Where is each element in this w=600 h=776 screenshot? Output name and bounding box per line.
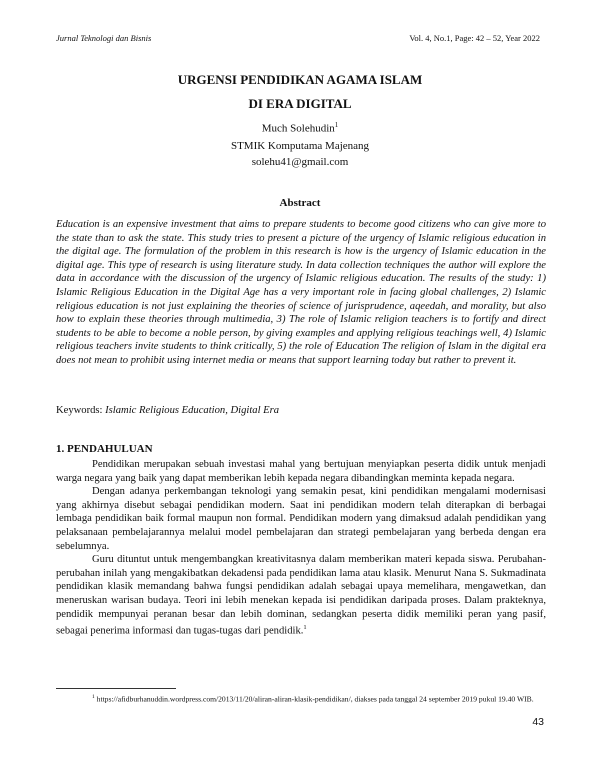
section-body — [56, 458, 546, 638]
paragraph — [56, 553, 546, 638]
title-line-1: URGENSI PENDIDIKAN AGAMA ISLAM — [177, 72, 423, 87]
author-email: solehu41@gmail.com — [251, 156, 349, 168]
author-footnote-mark: 1 — [334, 121, 339, 129]
section-heading: 1. PENDAHULUAN — [56, 443, 153, 455]
paragraph-text: Guru dituntut untuk mengembangkan kreativitasnya dalam memberikan materi kepada siswa. Perubahan-perubahan inilah yang mengakibatkan dekadensi pada pendidikan lama atau klasik. Menurut Nana S. Sukmadinata pendidikan klasik memandang bahwa fungsi pendidikan adalah sebagai upaya memelihara, mengawetkan, dan meneruskan warisan budaya. Teori ini lebih menekan kepada isi pendidikan daripada proses. Dalam prakteknya, pendidik mempunyai peranan besar dan lebih dominan, sedangkan peserta didik memiliki peran yang pasif, sebagai penerima informasi dan tugas-tugas dari pendidik. — [56, 554, 546, 637]
footnote-divider — [56, 688, 176, 689]
author-name: Much Solehudin — [261, 122, 335, 135]
author — [56, 121, 544, 135]
page-number: 43 — [532, 716, 544, 728]
footnote-reference: 1 — [303, 624, 307, 632]
footnote-mark: 1 — [92, 694, 95, 700]
abstract-text: Education is an expensive investment that aims to prepare students to become good citizens who can give more to the state than to ask the state. This study tries to present a picture of the urgency of Islamic religious education in the digital age. The formulation of the problem in this research is how is the urgency of Islamic education in the digital age. This type of research is using literature study. In data collection techniques the author will explore the data in accordance with the discussion of the urgency of Islamic religious education. The results of the study: 1) Islamic Religious Education in the Digital Age has a very important role in facing global challenges, 2) Islamic religious education is not just explaining the theories of science of jurisprudence, aqeedah, and morality, but also how to explain these theories through multimedia, 3) The role of Islamic religion teachers is to fortify and direct students to be able to become a noble person, by giving examples and applying religious teachings well, 4) Islamic religious teachers invite students to think critically, 5) the role of Education The religion of Islam in the digital era does not mean to prohibit using internet media or means that support learning today but rather to prevent it. — [56, 219, 546, 366]
paragraph: Dengan adanya perkembangan teknologi yang semakin pesat, kini pendidikan mengalami modernisasi yang akhirnya disebut sebagai pendidikan modern. Saat ini pendidikan modern telah diterapkan di berbagai lembaga pendidikan baik formal maupun non formal. Pendidikan modern yang dimaksud adalah pendidikan yang pelaksanaan pembelajarannya melalui model pembelajaran dan strategi pembelajaran yang berbeda dengan era sebelumnya. — [56, 486, 546, 552]
abstract-heading: Abstract — [279, 197, 321, 209]
keywords-value: Islamic Religious Education, Digital Era — [105, 405, 280, 416]
volume-info: Vol. 4, No.1, Page: 42 – 52, Year 2022 — [409, 33, 540, 43]
footnote-text: https://afidburhanuddin.wordpress.com/2013/11/20/aliran-aliran-klasik-pendidikan/, diakses pada tanggal 24 september 2019 pukul 19.40 WIB. — [96, 694, 534, 704]
footnote — [56, 692, 546, 705]
journal-name: Jurnal Teknologi dan Bisnis — [56, 33, 152, 43]
affiliation: STMIK Komputama Majenang — [230, 140, 370, 152]
keywords-label: Keywords: — [56, 405, 103, 416]
title-line-2: DI ERA DIGITAL — [248, 96, 352, 111]
paragraph: Pendidikan merupakan sebuah investasi mahal yang bertujuan menyiapkan peserta didik untuk menjadi warga negara yang baik yang dapat memberikan lebih kepada negara dibandingkan meminta kepada negara. — [56, 459, 546, 484]
keywords — [56, 405, 279, 416]
